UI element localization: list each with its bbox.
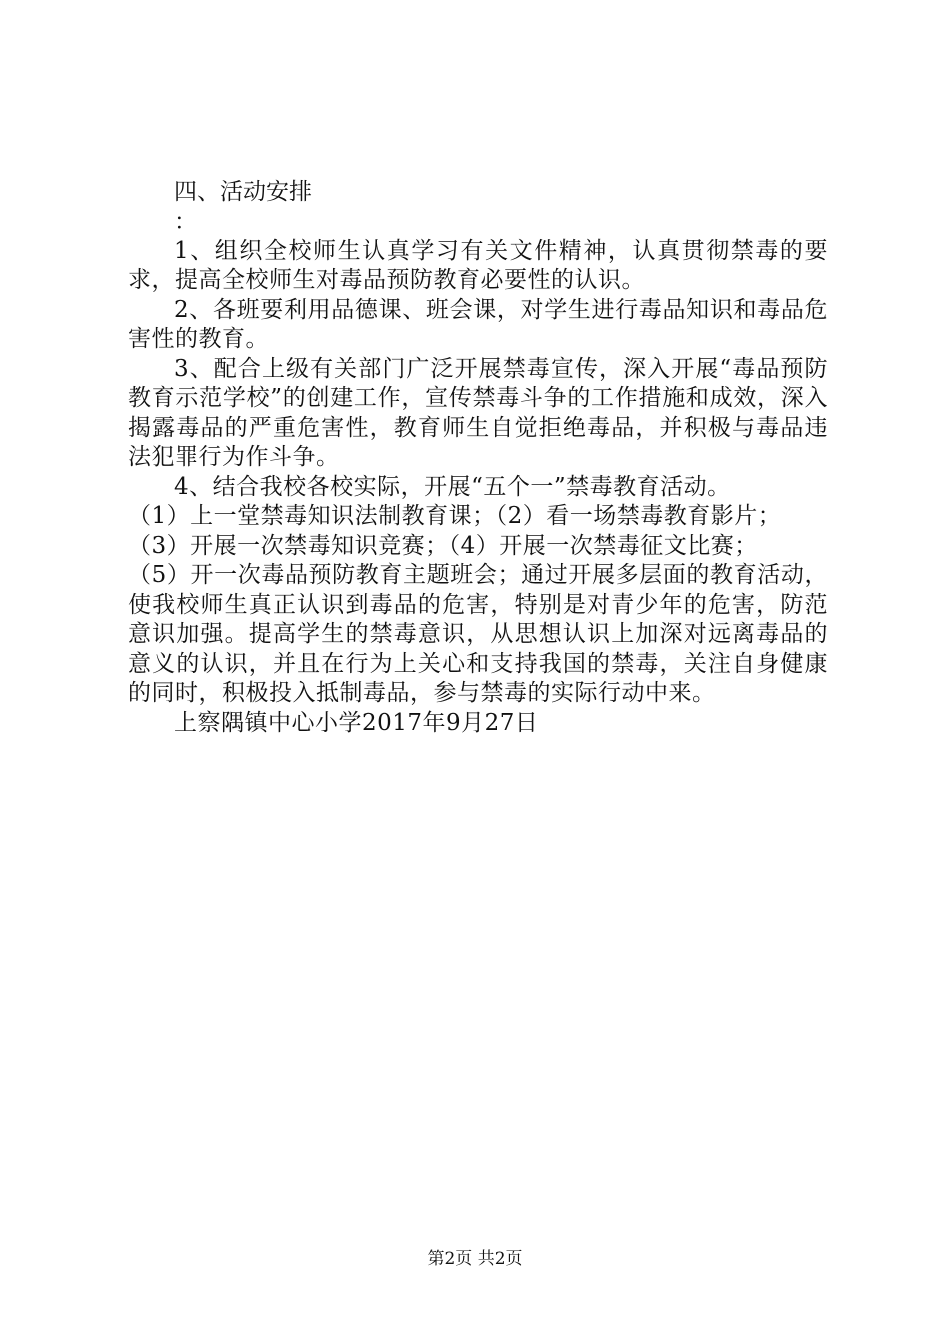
paragraph-2: 2、各班要利用品德课、班会课，对学生进行毒品知识和毒品危害性的教育。: [128, 296, 828, 352]
signature-line: 上察隅镇中心小学2017年9月27日: [174, 709, 539, 736]
paragraph-1: 1、组织全校师生认真学习有关文件精神，认真贯彻禁毒的要求，提高全校师生对毒品预防教育必要性的认识。: [128, 237, 828, 293]
paragraph-4: 4、结合我校各校实际，开展“五个一”禁毒教育活动。: [174, 473, 731, 500]
document-body: [128, 178, 828, 738]
section-colon: ：: [174, 208, 197, 235]
paragraph-3: 3、配合上级有关部门广泛开展禁毒宣传，深入开展“毒品预防教育示范学校”的创建工作，宣传禁毒斗争的工作措施和成效，深入揭露毒品的严重危害性，教育师生自觉拒绝毒品，并积极与毒品违法犯罪行为作斗争。: [128, 355, 828, 470]
page-number-label: 第2页 共2页: [427, 1249, 523, 1269]
page-footer: [0, 1244, 950, 1269]
activity-item-line-2: （3）开展一次禁毒知识竞赛；（4）开展一次禁毒征文比赛；: [128, 532, 758, 559]
section-heading: 四、活动安排: [174, 179, 312, 205]
activity-item-line-3: （5）开一次毒品预防教育主题班会；通过开展多层面的教育活动，使我校师生真正认识到毒品的危害，特别是对青少年的危害，防范意识加强。提高学生的禁毒意识，从思想认识上加深对远离毒品的意义的认识，并且在行为上关心和支持我国的禁毒，关注自身健康的同时，积极投入抵制毒品，参与禁毒的实际行动中来。: [128, 562, 828, 706]
activity-item-line-1: （1）上一堂禁毒知识法制教育课；（2）看一场禁毒教育影片；: [128, 503, 782, 529]
